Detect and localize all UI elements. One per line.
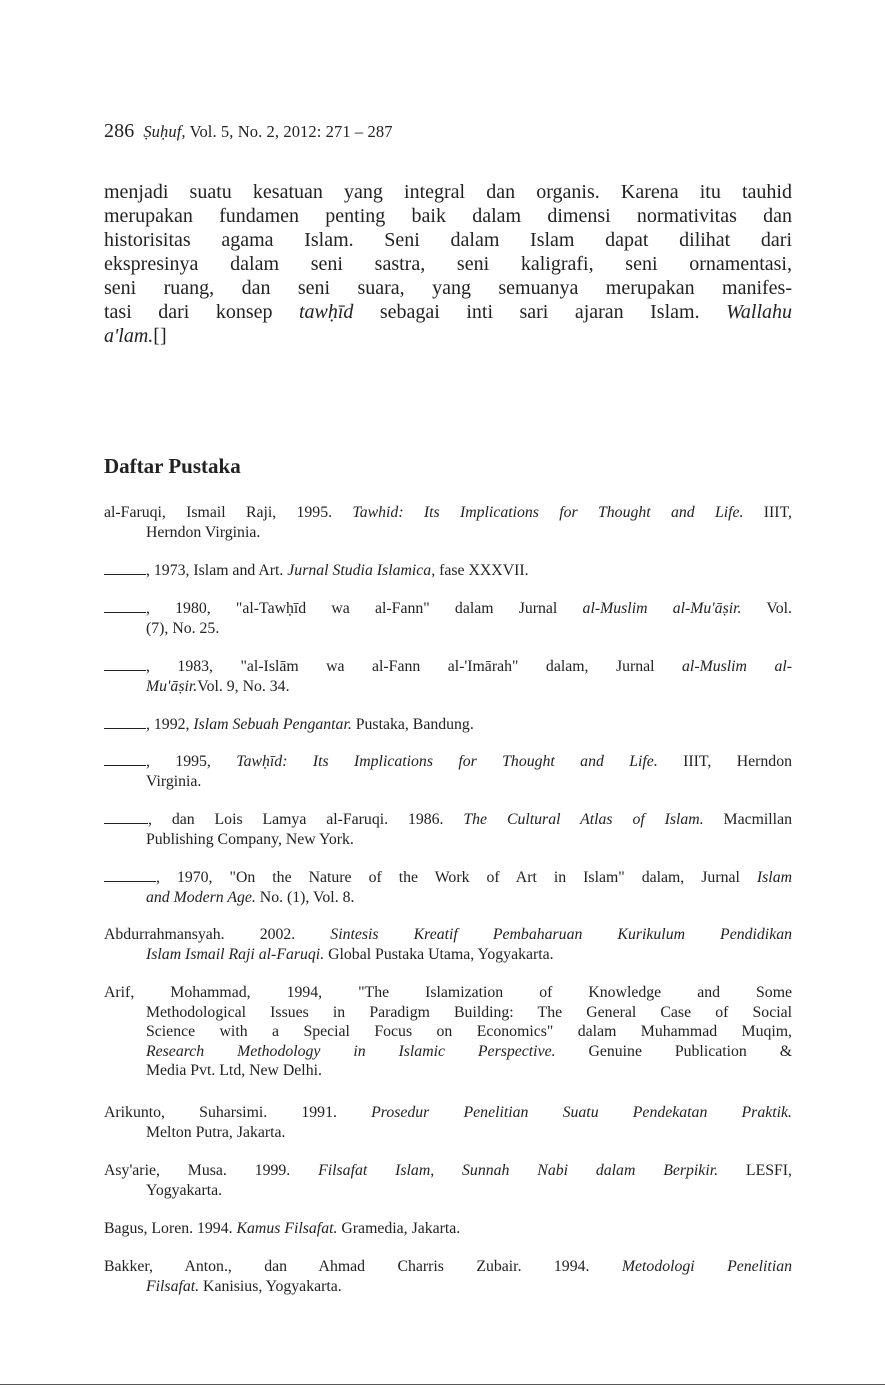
reference-item — [104, 752, 792, 791]
repeat-author-rule — [104, 600, 146, 613]
ref-text: , dan Lois Lamya al-Faruqi. 1986. — [148, 811, 464, 828]
ref-title: Islam — [756, 869, 792, 886]
ref-text: Bagus, Loren. 1994. — [104, 1220, 237, 1237]
ref-title: Sintesis Kreatif Pembaharuan Kurikulum Pendidikan — [330, 926, 792, 943]
body-italic: a'lam. — [104, 325, 154, 347]
body-paragraph — [104, 180, 792, 348]
ref-text: Arikunto, Suharsimi. 1991. — [104, 1104, 372, 1121]
reference-item — [104, 1103, 792, 1142]
ref-title: Research Methodology in Islamic Perspective. — [146, 1042, 556, 1060]
ref-title: Filsafat. — [146, 1277, 200, 1295]
ref-title: Jurnal Studia Islamica, — [287, 562, 436, 579]
ref-text: IIIT, — [743, 504, 792, 521]
ref-text: Genuine Publication & — [555, 1042, 792, 1060]
ref-line: Melton Putra, Jakarta. — [146, 1123, 286, 1141]
ref-text: Gramedia, Jakarta. — [337, 1220, 461, 1237]
ref-line — [104, 925, 792, 945]
ref-line — [104, 1161, 792, 1181]
reference-item — [104, 503, 792, 542]
repeat-author-rule — [104, 869, 156, 882]
repeat-author-rule — [104, 811, 148, 824]
ref-text: , 1995, — [146, 753, 237, 770]
ref-line: Publishing Company, New York. — [146, 830, 354, 848]
ref-line — [104, 1042, 792, 1062]
ref-text: Abdurrahmansyah. 2002. — [104, 926, 331, 943]
ref-line — [104, 677, 792, 697]
reference-item — [104, 868, 792, 907]
ref-line: Science with a Special Focus on Economics" dalam Muhammad Muqim, — [146, 1023, 792, 1040]
reference-item — [104, 715, 792, 735]
ref-text: Vol. — [741, 600, 792, 617]
ref-title: Filsafat Islam, Sunnah Nabi dalam Berpikir. — [318, 1162, 719, 1179]
body-line — [104, 324, 792, 348]
ref-line: Arif, Mohammad, 1994, "The Islamization of Knowledge and Some — [104, 984, 792, 1001]
body-italic: tawḥīd — [298, 301, 354, 323]
body-line: menjadi suatu kesatuan yang integral dan organis. Karena itu tauhid — [104, 181, 792, 203]
body-text: tasi dari konsep — [104, 301, 299, 323]
ref-line — [104, 1277, 792, 1297]
ref-line: Herndon Virginia. — [146, 523, 261, 541]
ref-title: Mu'āṣir. — [146, 677, 198, 695]
ref-line: Media Pvt. Ltd, New Delhi. — [146, 1062, 322, 1079]
body-line — [104, 300, 792, 324]
ref-text: , 1980, "al-Tawḥīd wa al-Fann" dalam Jurnal — [146, 600, 583, 617]
ref-text: Vol. 9, No. 34. — [197, 677, 290, 695]
ref-line — [104, 752, 792, 772]
section-title: Daftar Pustaka — [104, 454, 241, 478]
body-line: seni ruang, dan seni suara, yang semuanya merupakan manifes- — [104, 277, 792, 299]
ref-text: , 1973, Islam and Art. — [146, 562, 288, 579]
reference-item — [104, 1257, 792, 1296]
repeat-author-rule — [104, 562, 146, 575]
ref-title: al-Muslim al- — [682, 658, 792, 675]
ref-line — [104, 888, 792, 908]
running-head — [104, 120, 393, 143]
reference-item — [104, 599, 792, 638]
reference-item — [104, 1161, 792, 1200]
body-line: merupakan fundamen penting baik dalam dimensi normativitas dan — [104, 205, 792, 227]
ref-line — [104, 599, 792, 619]
ref-text: LESFI, — [718, 1162, 793, 1179]
reference-item — [104, 810, 792, 849]
ref-line — [104, 868, 792, 888]
body-italic: Wallahu — [726, 301, 792, 323]
repeat-author-rule — [104, 716, 146, 729]
body-line: historisitas agama Islam. Seni dalam Islam dapat dilihat dari — [104, 229, 792, 251]
repeat-author-rule — [104, 658, 146, 671]
ref-title: Tawḥīd: Its Implications for Thought and Life. — [236, 753, 658, 770]
ref-title: Kamus Filsafat. — [236, 1220, 338, 1237]
ref-text: , 1983, "al-Islām wa al-Fann al-'Imārah" dalam, Jurnal — [146, 658, 683, 675]
ref-text: Bakker, Anton., dan Ahmad Charris Zubair. 1994. — [104, 1258, 622, 1275]
ref-line — [104, 503, 792, 523]
ref-title: Prosedur Penelitian Suatu Pendekatan Praktik. — [371, 1104, 792, 1121]
ref-text: Kanisius, Yogyakarta. — [199, 1277, 342, 1295]
ref-line — [104, 810, 792, 830]
page-number: 286 — [104, 120, 135, 142]
ref-title: Islam Ismail Raji al-Faruqi. — [146, 945, 325, 963]
ref-text: Macmillan — [703, 811, 792, 828]
page-edge-rule — [0, 1384, 885, 1385]
journal-volume: Vol. 5, No. 2, 2012: 271 – 287 — [189, 122, 393, 141]
journal-name: Ṣuḥuf, — [143, 122, 186, 141]
ref-title: al-Muslim al-Mu'āṣir. — [582, 600, 742, 617]
ref-line — [104, 1257, 792, 1277]
ref-line: Yogyakarta. — [146, 1181, 223, 1199]
ref-text: al-Faruqi, Ismail Raji, 1995. — [104, 504, 353, 521]
ref-line — [104, 1219, 792, 1239]
ref-text: Asy'arie, Musa. 1999. — [104, 1162, 319, 1179]
ref-line — [104, 945, 792, 965]
ref-line: (7), No. 25. — [146, 619, 220, 637]
reference-item — [104, 561, 792, 581]
reference-item — [104, 925, 792, 964]
ref-text: Global Pustaka Utama, Yogyakarta. — [324, 945, 554, 963]
ref-line — [104, 657, 792, 677]
ref-text: , 1992, — [146, 716, 194, 733]
ref-line: Virginia. — [146, 772, 202, 790]
reference-item — [104, 1219, 792, 1239]
ref-text: Pustaka, Bandung. — [351, 716, 474, 733]
body-text: [] — [153, 325, 167, 347]
ref-text: fase XXXVII. — [435, 562, 529, 579]
ref-title: and Modern Age. — [146, 888, 256, 906]
reference-item — [104, 657, 792, 696]
reference-item — [104, 983, 792, 1081]
ref-title: Metodologi Penelitian — [621, 1258, 793, 1275]
ref-title: The Cultural Atlas of Islam. — [463, 811, 704, 828]
ref-text: IIIT, Herndon — [657, 753, 792, 770]
ref-title: Islam Sebuah Pengantar. — [193, 716, 352, 733]
body-text: sebagai inti sari ajaran Islam. — [353, 301, 727, 323]
ref-line — [104, 1103, 792, 1123]
repeat-author-rule — [104, 753, 146, 766]
ref-text: , 1970, "On the Nature of the Work of Art in Islam" dalam, Jurnal — [156, 869, 757, 886]
ref-line — [104, 715, 792, 735]
ref-title: Tawhid: Its Implications for Thought and Life. — [352, 504, 744, 521]
ref-line — [104, 561, 792, 581]
ref-line: Methodological Issues in Paradigm Building: The General Case of Social — [146, 1003, 792, 1021]
ref-text: No. (1), Vol. 8. — [255, 888, 355, 906]
body-line: ekspresinya dalam seni sastra, seni kaligrafi, seni ornamentasi, — [104, 253, 792, 275]
